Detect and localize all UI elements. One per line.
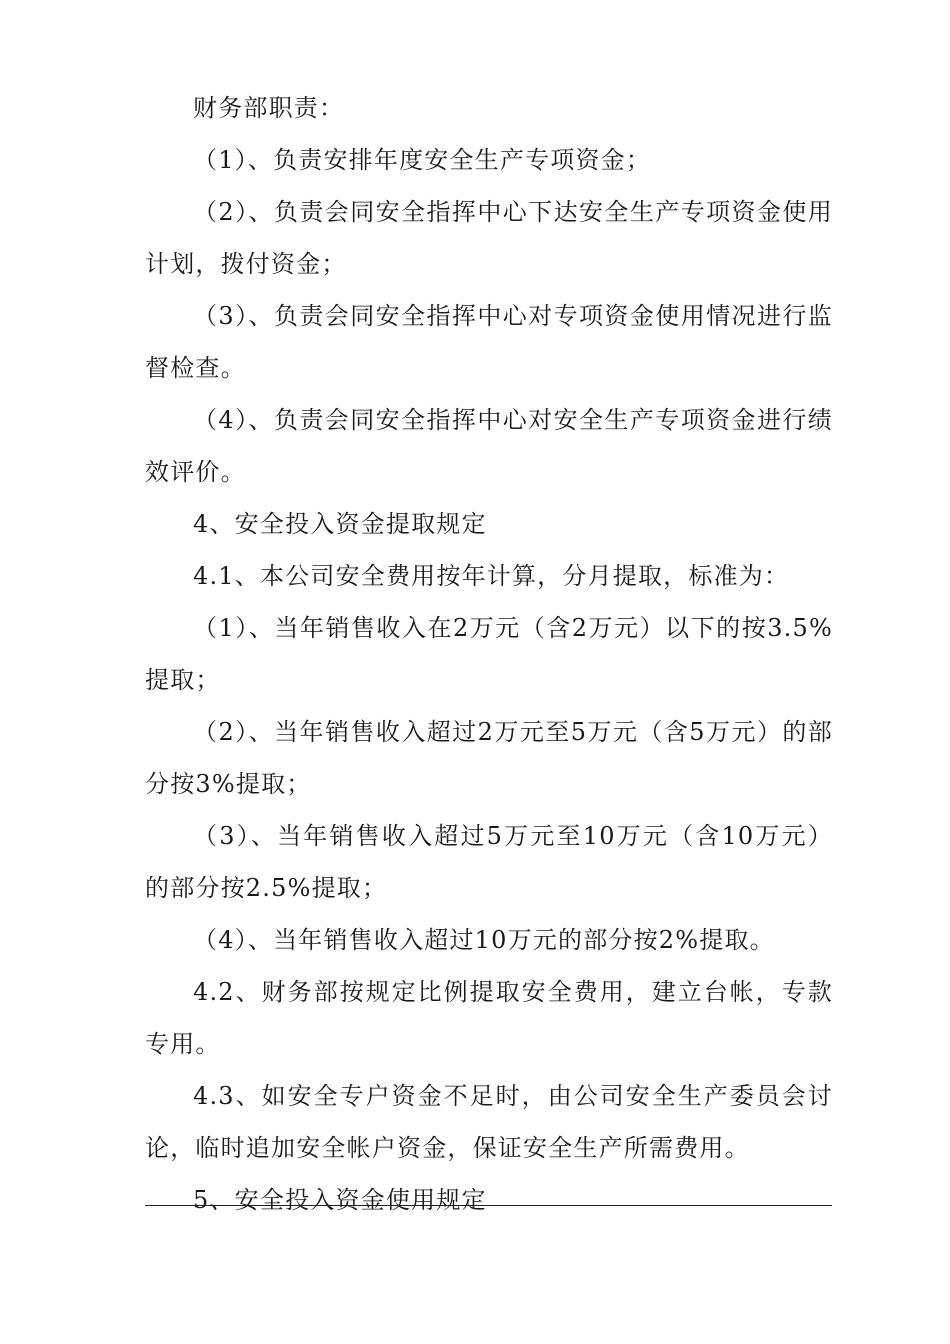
paragraph-duty-1: （1）、负责安排年度安全生产专项资金； <box>193 146 652 174</box>
paragraph-duty-4: （4）、负责会同安全指挥中心对安全生产专项资金进行绩效评价。 <box>145 406 833 486</box>
paragraph-duty-3: （3）、负责会同安全指挥中心对专项资金使用情况进行监督检查。 <box>145 302 833 382</box>
paragraph-rate-2: （2）、当年销售收入超过2万元至5万元（含5万元）的部分按3%提取； <box>145 718 833 798</box>
document-body <box>145 82 833 1226</box>
paragraph-rate-4: （4）、当年销售收入超过10万元的部分按2%提取。 <box>193 926 775 954</box>
footer-divider <box>145 1205 832 1206</box>
paragraph-4-3: 4.3、如安全专户资金不足时，由公司安全生产委员会讨论，临时追加安全帐户资金，保证安全生产所需费用。 <box>145 1082 833 1162</box>
paragraph-4-2: 4.2、财务部按规定比例提取安全费用，建立台帐，专款专用。 <box>145 978 833 1058</box>
section-heading-4: 4、安全投入资金提取规定 <box>193 510 487 538</box>
paragraph-rate-3: （3）、当年销售收入超过5万元至10万元（含10万元）的部分按2.5%提取； <box>145 822 833 902</box>
section-heading-5: 5、安全投入资金使用规定 <box>193 1186 487 1214</box>
paragraph-duty-2: （2）、负责会同安全指挥中心下达安全生产专项资金使用计划，拨付资金； <box>145 198 833 278</box>
paragraph-finance-duties-heading: 财务部职责： <box>193 94 345 122</box>
paragraph-4-1: 4.1、本公司安全费用按年计算，分月提取，标准为： <box>193 562 790 590</box>
paragraph-rate-1: （1）、当年销售收入在2万元（含2万元）以下的按3.5%提取； <box>145 614 833 694</box>
